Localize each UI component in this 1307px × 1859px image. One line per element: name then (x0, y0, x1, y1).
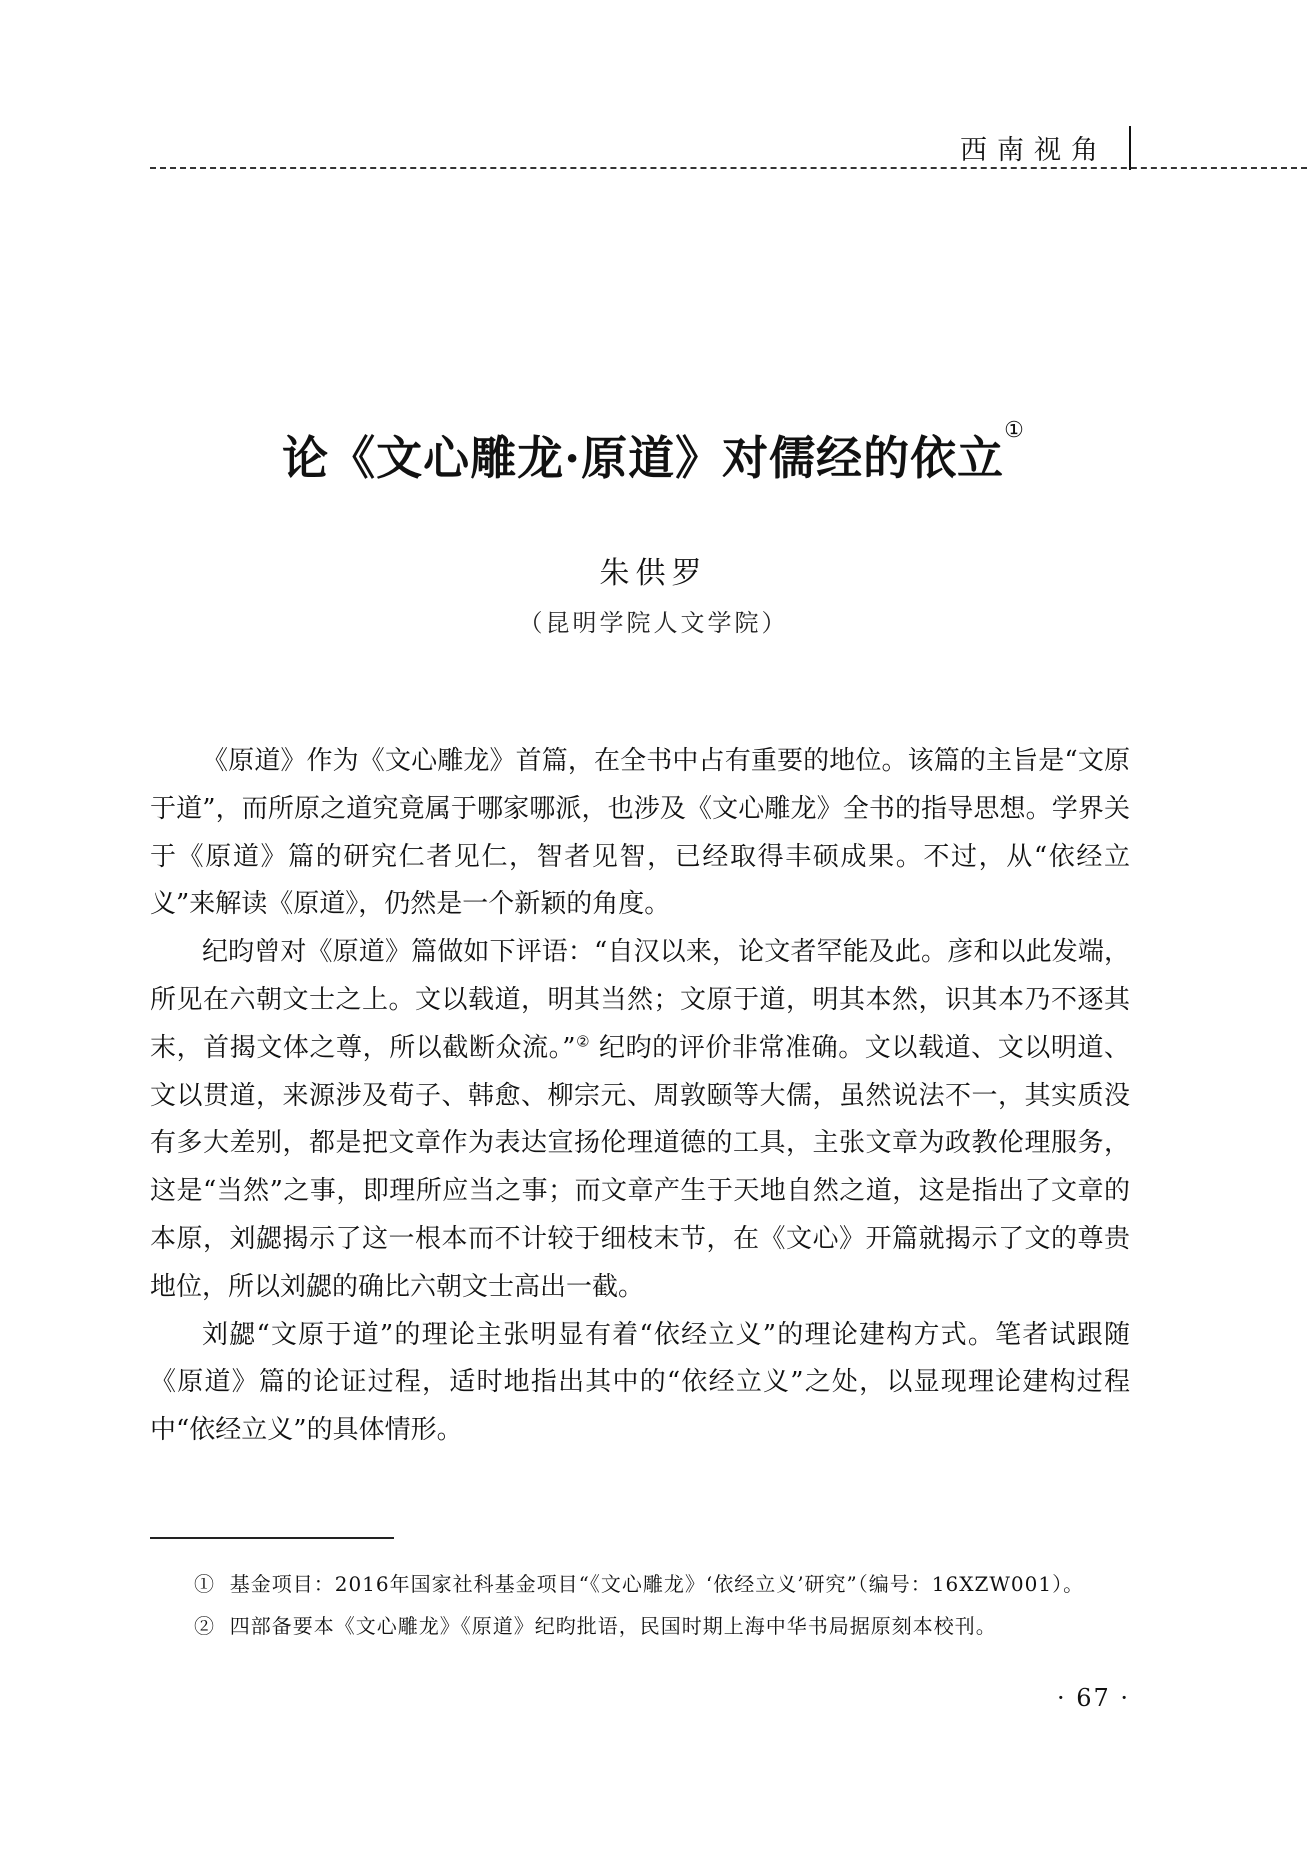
paragraph: 《原道》作为《文心雕龙》首篇，在全书中占有重要的地位。该篇的主旨是“文原于道”，而所原之道究竟属于哪家哪派，也涉及《文心雕龙》全书的指导思想。学界关于《原道》篇的研究仁者见仁，智者见智，已经取得丰硕成果。不过，从“依经立义”来解读《原道》，仍然是一个新颖的角度。 (150, 746, 1130, 920)
author-affiliation: （昆明学院人文学院） (518, 609, 789, 637)
title-footnote-mark[interactable]: ① (1004, 418, 1025, 443)
running-header-divider (150, 167, 1307, 169)
footnote-text: 四部备要本《文心雕龙》《原道》纪昀批语，民国时期上海中华书局据原刻本校刊。 (229, 1614, 997, 1638)
footnote-divider (150, 1537, 394, 1539)
paragraph: 刘勰“文原于道”的理论主张明显有着“依经立义”的理论建构方式。笔者试跟随《原道》篇的论证过程，适时地指出其中的“依经立义”之处，以显现理论建构过程中“依经立义”的具体情形。 (150, 1319, 1130, 1446)
paragraph (150, 929, 1130, 1311)
running-header-bar (1129, 126, 1131, 170)
article-body (150, 738, 1130, 1455)
footnotes (150, 1567, 1130, 1651)
footnote-item (150, 1609, 1130, 1643)
article-title-text: 论《文心雕龙·原道》对儒经的依立 (282, 431, 1005, 485)
paragraph-text: 纪昀曾对《原道》篇做如下评语：“自汉以来，论文者罕能及此。彦和以此发端，所见在六朝文士之上。文以载道，明其当然；文原于道，明其本然，识其本乃不逐其末，首揭文体之尊，所以截断众流。” (150, 937, 1130, 1063)
footnote-mark: ① (194, 1572, 215, 1596)
running-header-label: 西南视角 (960, 135, 1108, 166)
footnote-item (150, 1567, 1130, 1601)
article-title (0, 418, 1307, 488)
footnote-reference[interactable]: ② (575, 1032, 591, 1051)
footnote-text: 基金项目：2016年国家社科基金项目“《文心雕龙》‘依经立义’研究”（编号：16XZW001）。 (229, 1572, 1085, 1596)
author-name: 朱供罗 (599, 556, 708, 591)
footnote-mark: ② (194, 1614, 215, 1638)
paragraph-text: 纪昀的评价非常准确。文以载道、文以明道、文以贯道，来源涉及荀子、韩愈、柳宗元、周敦颐等大儒，虽然说法不一，其实质没有多大差别，都是把文章作为表达宣扬伦理道德的工具，主张文章为政教伦理服务，这是“当然”之事，即理所应当之事；而文章产生于天地自然之道，这是指出了文章的本原，刘勰揭示了这一根本而不计较于细枝末节，在《文心》开篇就揭示了文的尊贵地位，所以刘勰的确比六朝文士高出一截。 (150, 1032, 1131, 1302)
page-number: · 67 · (1056, 1684, 1130, 1712)
